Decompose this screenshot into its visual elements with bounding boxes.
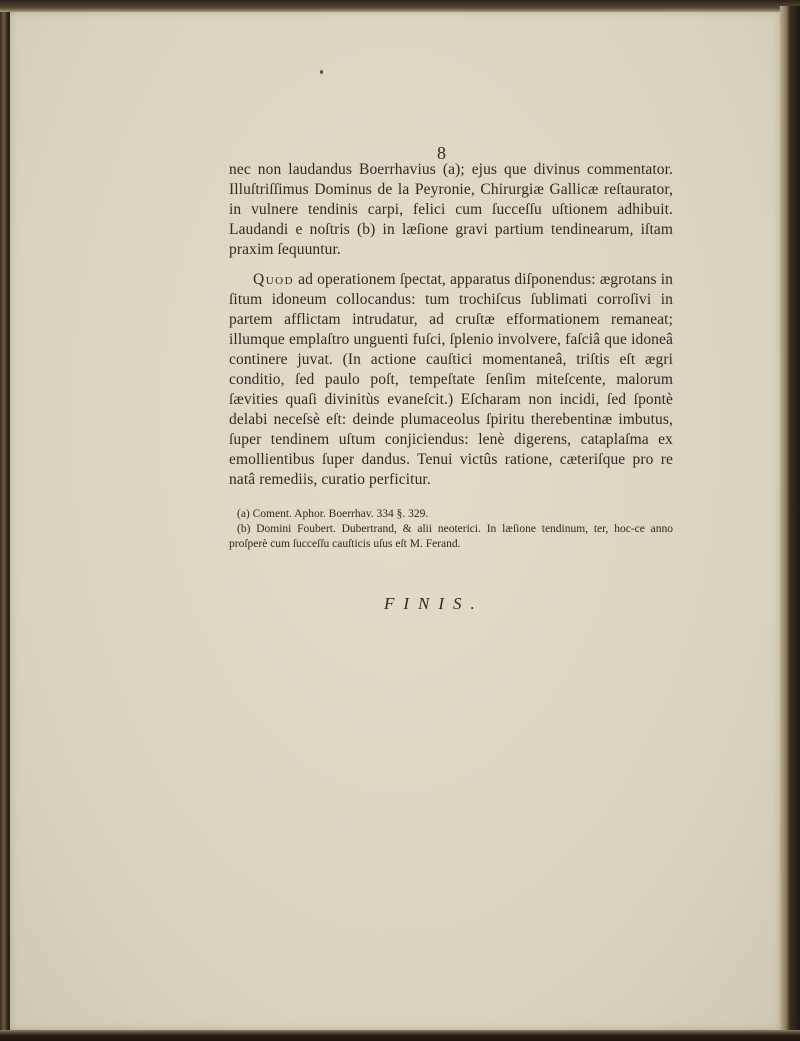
footnote-b: (b) Domini Foubert. Dubertrand, & alii neoterici. In læſione tendinum, ter, hoc-ce anno proſperè cum ſucceſſu cauſticis uſus eſt M. Ferand. xyxy=(229,523,673,550)
paragraph-1: nec non laudandus Boerrhavius (a); ejus que divinus commentator. Illuſtriſſimus Dominus de la Peyronie, Chirurgiæ Gallicæ reſtaurator, in vulnere tendinis carpi, felici cum ſucceſſu uſtionem adhibuit. Laudandi e noſtris (b) in læſione gravi partium tendinearum, iſtam praxim ſequuntur. xyxy=(229,161,673,258)
paragraph-2 xyxy=(229,270,673,490)
paragraph-2-lead-word: Quod xyxy=(253,271,295,288)
ink-speck xyxy=(320,70,323,74)
page-number: 8 xyxy=(437,143,446,163)
finis-heading: FINIS. xyxy=(384,594,484,613)
paragraph-2-body: ad operationem ſpectat, apparatus diſponendus: ægrotans in ſitum idoneum collocandus: tum trochiſcus ſublimati corroſivi in partem afflictam intrudatur, ad cruſtæ efformationem remaneat; illumque emplaſtro unguenti fuſci, ſplenio involvere, faſciâ que idoneâ continere juvat. (In actione cauſtici momentaneâ, triſtis eſt ægri conditio, ſed paulo poſt, tempeſtate ſenſim miteſcente, malorum ſævities quaſi divinitùs evaneſcit.) Eſcharam non incidi, ſed ſpontè delabi neceſsè eſt: deinde plumaceolus ſpiritu therebentinæ imbutus, ſuper tendinem uſtum conjiciendus: lenè digerens, cataplaſma ex emollientibus ſuper dandus. Tenui victûs ratione, cæteriſque pro re natâ remediis, curatio perficitur. xyxy=(229,271,673,488)
footnotes xyxy=(229,507,673,552)
page-top-edge xyxy=(0,0,800,12)
footnote-a: (a) Coment. Aphor. Boerrhav. 334 §. 329. xyxy=(237,508,429,520)
page-bottom-edge xyxy=(0,1030,800,1041)
page-right-edge xyxy=(780,6,800,1036)
